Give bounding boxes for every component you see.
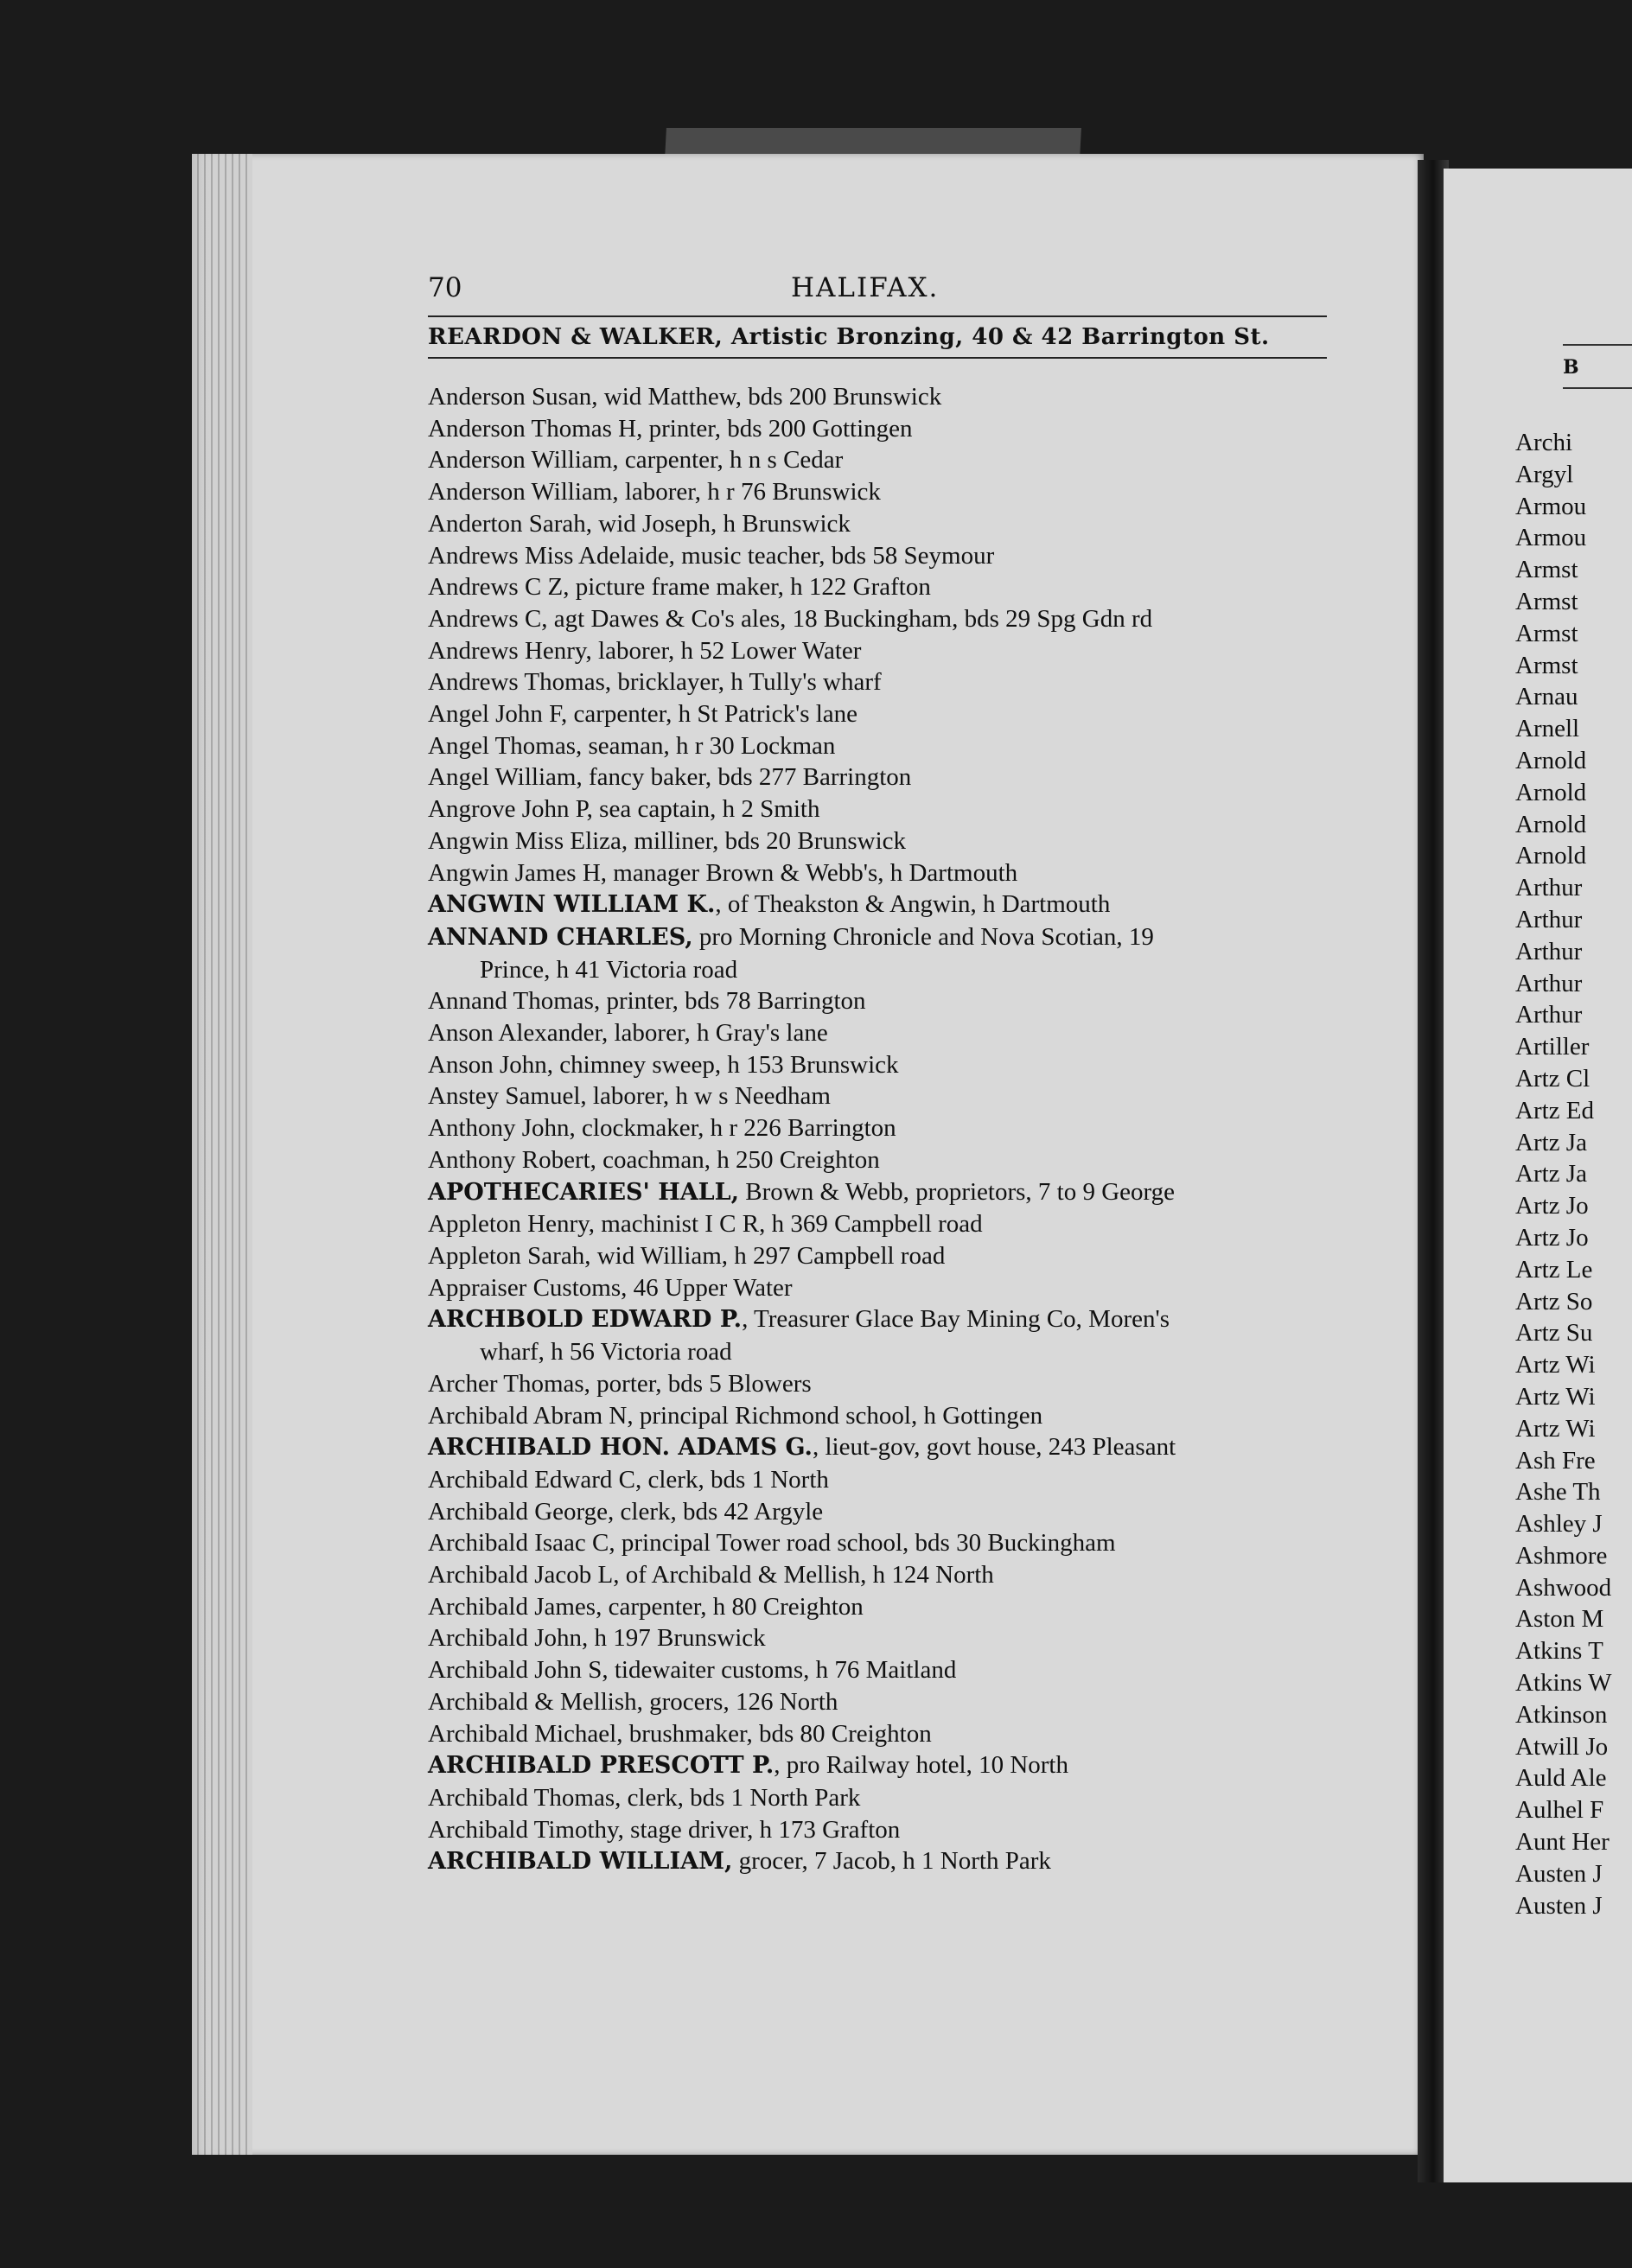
right-page-entry: Artz Jo: [1515, 1223, 1589, 1252]
right-page-entry: Artz Le: [1515, 1255, 1593, 1284]
directory-entry: [428, 921, 1327, 954]
advertisement-rule: [428, 357, 1327, 359]
directory-entry: [428, 698, 1327, 730]
entry-bold-name: ARCHIBALD WILLIAM,: [428, 1848, 733, 1876]
entry-text: Angwin Miss Eliza, milliner, bds 20 Brunswick: [428, 826, 907, 855]
directory-entry: [428, 985, 1327, 1017]
right-page-entry: Artz Ja: [1515, 1128, 1587, 1156]
directory-entry: [428, 476, 1327, 508]
entry-bold-name: ARCHIBALD HON. ADAMS G.: [428, 1434, 813, 1462]
entry-text: Anthony John, clockmaker, h r 226 Barrington: [428, 1114, 896, 1143]
right-page-entry: Atkinson: [1515, 1700, 1608, 1729]
entry-text: Angwin James H, manager Brown & Webb's, h Dartmouth: [428, 858, 1018, 887]
right-page-entries: [1515, 427, 1632, 1921]
entry-text: , pro Railway hotel, 10 North: [774, 1751, 1068, 1780]
entry-text: Angrove John P, sea captain, h 2 Smith: [428, 795, 820, 824]
entry-text: Anson Alexander, laborer, h Gray's lane: [428, 1019, 828, 1048]
directory-entry: [428, 1017, 1327, 1049]
entry-text: Archibald Abram N, principal Richmond school, h Gottingen: [428, 1401, 1043, 1430]
right-page-entry: Artz Jo: [1515, 1192, 1589, 1220]
right-page-entry: Arthur: [1515, 937, 1583, 965]
directory-entry: [428, 793, 1327, 825]
entry-text: Angel William, fancy baker, bds 277 Barrington: [428, 763, 912, 792]
right-page-entry: Armst: [1515, 651, 1578, 679]
right-page-entry: Artiller: [1515, 1033, 1590, 1061]
right-page-entry: Arnold: [1515, 810, 1587, 838]
right-page-entry: Artz Wi: [1515, 1382, 1596, 1411]
directory-entry: [428, 1144, 1327, 1176]
page-number: 70: [428, 272, 462, 303]
directory-entry: [428, 1049, 1327, 1081]
right-page-entry: Armst: [1515, 587, 1578, 615]
right-page-entry: Artz Ja: [1515, 1160, 1587, 1188]
directory-entry: [428, 1464, 1327, 1496]
right-page-entry: Arnell: [1515, 715, 1580, 743]
directory-entry: [428, 1240, 1327, 1272]
entry-bold-name: ANNAND CHARLES,: [428, 923, 693, 951]
right-page-entry: Arthur: [1515, 874, 1583, 902]
entry-text: Anthony Robert, coachman, h 250 Creighton: [428, 1145, 880, 1174]
page-header: [428, 264, 1327, 315]
entry-text: Annand Thomas, printer, bds 78 Barrington: [428, 987, 866, 1016]
directory-entry: [428, 1654, 1327, 1686]
entry-text: Archibald George, clerk, bds 42 Argyle: [428, 1497, 824, 1526]
entry-text: grocer, 7 Jacob, h 1 North Park: [732, 1847, 1051, 1876]
entry-text: Angel John F, carpenter, h St Patrick's lane: [428, 700, 858, 729]
entry-text: Andrews Thomas, bricklayer, h Tully's wharf: [428, 668, 882, 697]
entry-text: Andrews C, agt Dawes & Co's ales, 18 Buckingham, bds 29 Spg Gdn rd: [428, 604, 1153, 633]
directory-entry: [428, 603, 1327, 635]
entry-text: Archibald Edward C, clerk, bds 1 North: [428, 1465, 829, 1494]
right-page-entry: Artz Cl: [1515, 1064, 1591, 1093]
right-page-entry: Austen J: [1515, 1891, 1603, 1920]
right-header-rule-bottom: [1563, 387, 1632, 389]
right-page-entry: Arnold: [1515, 842, 1587, 870]
directory-entries: [428, 381, 1327, 1878]
entry-text: Archibald John, h 197 Brunswick: [428, 1624, 766, 1653]
right-page-entry: Artz Ed: [1515, 1096, 1594, 1124]
right-page-entry: Artz So: [1515, 1287, 1593, 1316]
directory-entry: [428, 1782, 1327, 1814]
right-page-entry: Arnold: [1515, 746, 1587, 774]
directory-entry: [428, 1368, 1327, 1400]
entry-text: Prince, h 41 Victoria road: [480, 955, 738, 984]
entry-text: Anstey Samuel, laborer, h w s Needham: [428, 1082, 831, 1111]
right-header-rule: [1563, 344, 1632, 346]
right-page-entry: Artz Wi: [1515, 1414, 1596, 1443]
entry-text: , lieut-gov, govt house, 243 Pleasant: [812, 1433, 1176, 1462]
entry-bold-name: ANGWIN WILLIAM K.: [428, 891, 716, 919]
entry-text: Andrews C Z, picture frame maker, h 122 Grafton: [428, 573, 931, 602]
right-page-entry: Argyl: [1515, 460, 1574, 488]
right-page-entry: Arnold: [1515, 778, 1587, 806]
directory-entry: [428, 889, 1327, 921]
right-page-entry: Artz Wi: [1515, 1351, 1596, 1379]
right-page-entry: Atwill Jo: [1515, 1732, 1609, 1761]
entry-text: Andrews Henry, laborer, h 52 Lower Water: [428, 636, 862, 665]
entry-bold-name: ARCHIBALD PRESCOTT P.: [428, 1752, 775, 1780]
right-page-entry: Armst: [1515, 619, 1578, 647]
directory-entry: [428, 1496, 1327, 1528]
entry-bold-name: ARCHBOLD EDWARD P.: [428, 1306, 743, 1334]
entry-text: Archibald James, carpenter, h 80 Creighton: [428, 1592, 864, 1621]
right-page-entry: Austen J: [1515, 1859, 1603, 1888]
right-page-entry: Ash Fre: [1515, 1446, 1596, 1475]
right-page-entry: Atkins T: [1515, 1637, 1603, 1666]
directory-page: [428, 264, 1327, 1878]
directory-entry: [428, 508, 1327, 540]
right-page-header: B: [1563, 356, 1579, 379]
directory-entry-continuation: [428, 1336, 1327, 1368]
entry-text: , Treasurer Glace Bay Mining Co, Moren's: [742, 1305, 1170, 1334]
directory-entry: [428, 1080, 1327, 1112]
directory-entry: [428, 1718, 1327, 1750]
entry-text: Archibald John S, tidewaiter customs, h 76 Maitland: [428, 1656, 957, 1685]
entry-text: Archibald Jacob L, of Archibald & Mellish, h 124 North: [428, 1561, 994, 1590]
directory-entry: [428, 1591, 1327, 1623]
entry-text: Archibald Thomas, clerk, bds 1 North Park: [428, 1783, 861, 1812]
right-page-entry: Aulhel F: [1515, 1796, 1604, 1825]
directory-entry: [428, 1112, 1327, 1144]
directory-entry: [428, 1303, 1327, 1336]
entry-text: pro Morning Chronicle and Nova Scotian, 19: [692, 922, 1154, 951]
right-page-entry: Ashley J: [1515, 1510, 1603, 1539]
page-title: HALIFAX.: [791, 272, 940, 303]
entry-text: Anderton Sarah, wid Joseph, h Brunswick: [428, 509, 851, 538]
directory-entry: [428, 1622, 1327, 1654]
entry-text: Angel Thomas, seaman, h r 30 Lockman: [428, 731, 836, 760]
directory-entry: [428, 571, 1327, 603]
directory-entry: [428, 666, 1327, 698]
right-page-entry: Arthur: [1515, 1001, 1583, 1029]
right-page-entry: Ashe Th: [1515, 1478, 1601, 1507]
right-page-entry: Archi: [1515, 429, 1573, 456]
entry-text: Anderson Thomas H, printer, bds 200 Gottingen: [428, 414, 913, 443]
right-page-entry: Armou: [1515, 524, 1587, 552]
entry-text: Brown & Webb, proprietors, 7 to 9 George: [739, 1177, 1176, 1206]
right-page-entry: Artz Su: [1515, 1319, 1593, 1347]
right-page-entry: Atkins W: [1515, 1669, 1612, 1698]
directory-entry: [428, 1208, 1327, 1240]
directory-entry: [428, 635, 1327, 667]
right-page-entry: Arnau: [1515, 683, 1578, 711]
entry-text: Archibald Michael, brushmaker, bds 80 Creighton: [428, 1719, 932, 1748]
entry-text: Archibald Timothy, stage driver, h 173 Grafton: [428, 1815, 901, 1844]
entry-bold-name: APOTHECARIES' HALL,: [428, 1178, 740, 1206]
entry-text: Anson John, chimney sweep, h 153 Brunswick: [428, 1050, 899, 1079]
right-page-entry: Arthur: [1515, 905, 1583, 933]
directory-entry: [428, 413, 1327, 445]
entry-text: Appleton Sarah, wid William, h 297 Campbell road: [428, 1241, 946, 1270]
entry-text: Andrews Miss Adelaide, music teacher, bds 58 Seymour: [428, 541, 995, 570]
directory-entry: [428, 381, 1327, 413]
directory-entry: [428, 444, 1327, 476]
directory-entry: [428, 1400, 1327, 1432]
right-page-entry: Ashmore: [1515, 1541, 1608, 1570]
directory-entry: [428, 857, 1327, 889]
directory-entry: [428, 1559, 1327, 1591]
right-page-entry: Armou: [1515, 492, 1587, 520]
entry-text: wharf, h 56 Victoria road: [480, 1338, 732, 1367]
entry-text: Archibald & Mellish, grocers, 126 North: [428, 1687, 838, 1716]
directory-entry: [428, 825, 1327, 857]
right-page-entry: Ashwood: [1515, 1573, 1612, 1602]
entry-text: Anderson William, laborer, h r 76 Brunswick: [428, 478, 881, 506]
directory-entry-continuation: [428, 954, 1327, 986]
entry-text: Appleton Henry, machinist I C R, h 369 Campbell road: [428, 1210, 983, 1239]
directory-entry: [428, 1176, 1327, 1209]
directory-entry: [428, 761, 1327, 793]
directory-entry: [428, 730, 1327, 762]
right-page-entry: Arthur: [1515, 969, 1583, 997]
entry-text: Appraiser Customs, 46 Upper Water: [428, 1273, 793, 1302]
directory-entry: [428, 1749, 1327, 1782]
entry-text: Anderson William, carpenter, h n s Cedar: [428, 446, 844, 475]
right-page-entry: Armst: [1515, 556, 1578, 584]
page-edges: [192, 154, 252, 2155]
directory-entry: [428, 1272, 1327, 1304]
directory-entry: [428, 1686, 1327, 1718]
directory-entry: [428, 1845, 1327, 1878]
directory-entry: [428, 1527, 1327, 1559]
entry-text: , of Theakston & Angwin, h Dartmouth: [715, 890, 1111, 919]
advertisement-line: REARDON & WALKER, Artistic Bronzing, 40 & 42 Barrington St.: [428, 324, 1270, 350]
directory-entry: [428, 1431, 1327, 1464]
right-page-entry: Auld Ale: [1515, 1764, 1607, 1793]
entry-text: Archer Thomas, porter, bds 5 Blowers: [428, 1369, 812, 1398]
directory-entry: [428, 1814, 1327, 1846]
right-page-entry: Aunt Her: [1515, 1828, 1610, 1857]
right-page-entry: Aston M: [1515, 1605, 1604, 1634]
entry-text: Anderson Susan, wid Matthew, bds 200 Brunswick: [428, 383, 942, 411]
entry-text: Archibald Isaac C, principal Tower road school, bds 30 Buckingham: [428, 1529, 1116, 1558]
directory-entry: [428, 540, 1327, 572]
